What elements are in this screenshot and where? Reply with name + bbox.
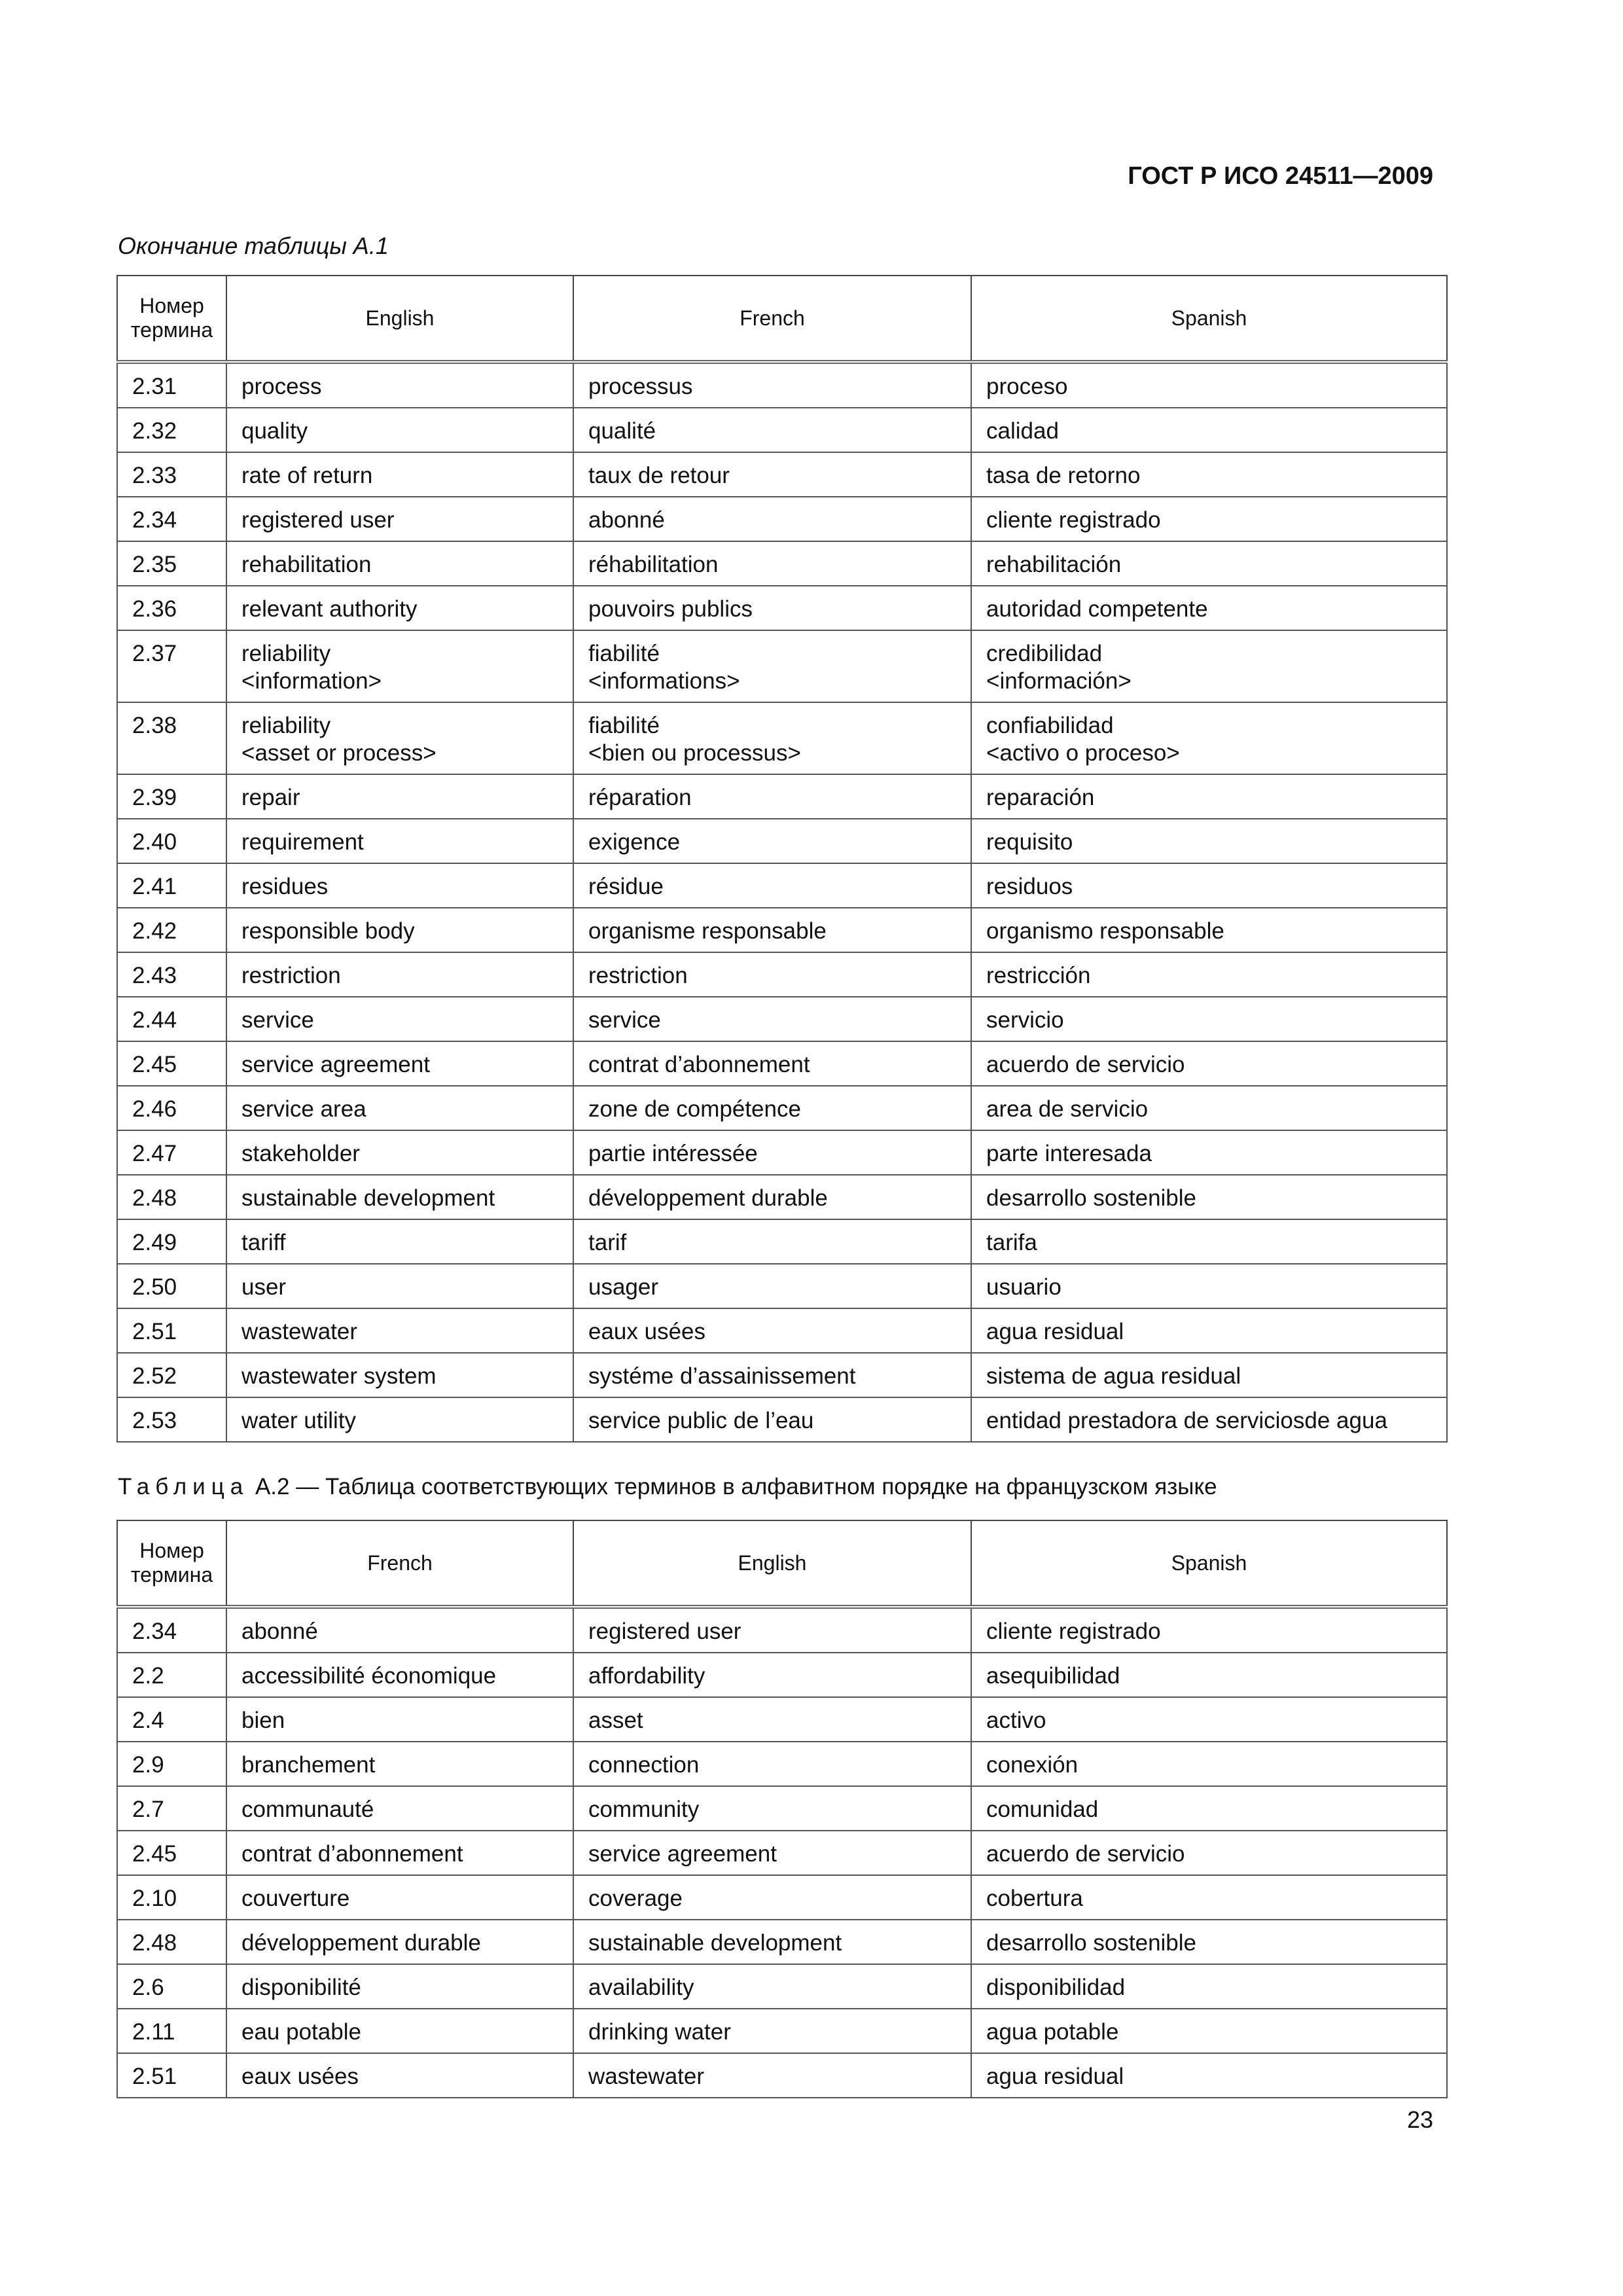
term-cell: abonné [573,497,971,541]
term-cell: partie intéressée [573,1130,971,1175]
term-cell: cliente registrado [971,497,1447,541]
table-row [117,452,1447,497]
term-cell: organisme responsable [573,908,971,952]
term-cell: registered user [573,1607,971,1653]
term-cell: pouvoirs publics [573,586,971,630]
header-french: French [573,276,971,362]
header-term-number: Номер термина [117,276,226,362]
term-cell: autoridad competente [971,586,1447,630]
term-cell: proceso [971,362,1447,408]
table-row [117,952,1447,997]
term-cell: disponibilidad [971,1964,1447,2009]
term-number-cell: 2.38 [117,702,226,774]
table-a2-caption [118,1474,1217,1500]
term-cell: service area [226,1086,573,1130]
header-spanish: Spanish [971,276,1447,362]
term-cell: agua potable [971,2009,1447,2053]
table-row [117,1353,1447,1397]
table-row [117,908,1447,952]
table-row [117,541,1447,586]
term-cell: disponibilité [226,1964,573,2009]
term-cell: processus [573,362,971,408]
term-cell: area de servicio [971,1086,1447,1130]
table-row [117,997,1447,1041]
term-cell: tarif [573,1219,971,1264]
table-row [117,774,1447,819]
term-cell: desarrollo sostenible [971,1175,1447,1219]
header-spanish: Spanish [971,1520,1447,1607]
term-number-cell: 2.53 [117,1397,226,1442]
table-a1 [116,275,1448,1443]
term-number-cell: 2.37 [117,630,226,702]
table-row [117,2053,1447,2098]
term-cell: conexión [971,1742,1447,1786]
term-number-cell: 2.45 [117,1831,226,1875]
term-cell: desarrollo sostenible [971,1920,1447,1964]
term-cell: repair [226,774,573,819]
term-cell: restriction [573,952,971,997]
term-cell: tariff [226,1219,573,1264]
term-cell: abonné [226,1607,573,1653]
term-cell: développement durable [226,1920,573,1964]
term-cell: reliability <asset or process> [226,702,573,774]
term-cell: residuos [971,863,1447,908]
term-cell: eau potable [226,2009,573,2053]
term-number-cell: 2.46 [117,1086,226,1130]
table-a2-caption-label: Таблица [118,1474,249,1499]
term-number-cell: 2.2 [117,1653,226,1697]
table-row [117,1964,1447,2009]
term-cell: asset [573,1697,971,1742]
term-cell: accessibilité économique [226,1653,573,1697]
term-cell: responsible body [226,908,573,952]
term-number-cell: 2.45 [117,1041,226,1086]
term-cell: agua residual [971,1308,1447,1353]
term-cell: reliability <information> [226,630,573,702]
table-row [117,2009,1447,2053]
term-number-cell: 2.4 [117,1697,226,1742]
term-number-cell: 2.31 [117,362,226,408]
term-cell: contrat d’abonnement [226,1831,573,1875]
term-cell: réhabilitation [573,541,971,586]
table-row [117,1875,1447,1920]
term-cell: affordability [573,1653,971,1697]
term-cell: asequibilidad [971,1653,1447,1697]
term-cell: process [226,362,573,408]
term-number-cell: 2.49 [117,1219,226,1264]
term-cell: agua residual [971,2053,1447,2098]
table-row [117,1831,1447,1875]
term-number-cell: 2.40 [117,819,226,863]
term-cell: résidue [573,863,971,908]
term-cell: usager [573,1264,971,1308]
term-cell: service [226,997,573,1041]
term-cell: cobertura [971,1875,1447,1920]
term-cell: entidad prestadora de serviciosde agua [971,1397,1447,1442]
term-cell: calidad [971,408,1447,452]
table-a2 [116,1520,1448,2098]
header-english: English [573,1520,971,1607]
table-row [117,1308,1447,1353]
term-cell: branchement [226,1742,573,1786]
term-cell: requisito [971,819,1447,863]
table-a2-body [117,1607,1447,2098]
term-cell: développement durable [573,1175,971,1219]
term-cell: wastewater system [226,1353,573,1397]
table-row [117,1697,1447,1742]
table-row [117,1219,1447,1264]
term-cell: coverage [573,1875,971,1920]
term-cell: communauté [226,1786,573,1831]
term-cell: restricción [971,952,1447,997]
header-french: French [226,1520,573,1607]
term-cell: tasa de retorno [971,452,1447,497]
term-cell: service [573,997,971,1041]
term-number-cell: 2.52 [117,1353,226,1397]
term-cell: rate of return [226,452,573,497]
term-cell: availability [573,1964,971,2009]
term-cell: rehabilitation [226,541,573,586]
table-row [117,1264,1447,1308]
term-number-cell: 2.47 [117,1130,226,1175]
term-number-cell: 2.7 [117,1786,226,1831]
term-cell: registered user [226,497,573,541]
table-row [117,819,1447,863]
term-cell: activo [971,1697,1447,1742]
term-cell: cliente registrado [971,1607,1447,1653]
term-number-cell: 2.10 [117,1875,226,1920]
term-number-cell: 2.51 [117,2053,226,2098]
header-english: English [226,276,573,362]
table-row [117,1175,1447,1219]
table-row [117,1653,1447,1697]
term-cell: acuerdo de servicio [971,1831,1447,1875]
table-row [117,408,1447,452]
term-cell: sustainable development [226,1175,573,1219]
term-number-cell: 2.36 [117,586,226,630]
header-term-number: Номер термина [117,1520,226,1607]
term-cell: reparación [971,774,1447,819]
term-cell: connection [573,1742,971,1786]
term-cell: zone de compétence [573,1086,971,1130]
term-cell: quality [226,408,573,452]
term-cell: exigence [573,819,971,863]
term-cell: water utility [226,1397,573,1442]
table-a2-caption-title: А.2 — Таблица соответствующих терминов в алфавитном порядке на французском языке [249,1474,1217,1499]
term-cell: servicio [971,997,1447,1041]
term-cell: sistema de agua residual [971,1353,1447,1397]
term-cell: service agreement [226,1041,573,1086]
term-cell: fiabilité <informations> [573,630,971,702]
term-cell: organismo responsable [971,908,1447,952]
term-number-cell: 2.39 [117,774,226,819]
term-number-cell: 2.50 [117,1264,226,1308]
table-row [117,1086,1447,1130]
term-cell: residues [226,863,573,908]
term-cell: sustainable development [573,1920,971,1964]
term-number-cell: 2.11 [117,2009,226,2053]
table-row [117,863,1447,908]
term-cell: wastewater [573,2053,971,2098]
table-a1-header-row [117,276,1447,362]
term-cell: service public de l’eau [573,1397,971,1442]
table-row [117,1397,1447,1442]
term-cell: restriction [226,952,573,997]
document-code: ГОСТ Р ИСО 24511—2009 [1128,162,1433,190]
term-number-cell: 2.32 [117,408,226,452]
term-number-cell: 2.41 [117,863,226,908]
term-cell: réparation [573,774,971,819]
term-cell: requirement [226,819,573,863]
term-cell: rehabilitación [971,541,1447,586]
term-cell: systéme d’assainissement [573,1353,971,1397]
term-number-cell: 2.34 [117,497,226,541]
table-row [117,1607,1447,1653]
table-row [117,630,1447,702]
term-number-cell: 2.44 [117,997,226,1041]
term-cell: fiabilité <bien ou processus> [573,702,971,774]
term-number-cell: 2.48 [117,1175,226,1219]
term-cell: wastewater [226,1308,573,1353]
term-cell: service agreement [573,1831,971,1875]
page-number: 23 [1406,2106,1433,2133]
term-cell: stakeholder [226,1130,573,1175]
term-cell: community [573,1786,971,1831]
table-row [117,1920,1447,1964]
term-number-cell: 2.35 [117,541,226,586]
term-cell: confiabilidad <activo o proceso> [971,702,1447,774]
table-row [117,1041,1447,1086]
term-number-cell: 2.43 [117,952,226,997]
table-row [117,1130,1447,1175]
table-a2-header-row [117,1520,1447,1607]
term-number-cell: 2.33 [117,452,226,497]
term-cell: bien [226,1697,573,1742]
term-cell: eaux usées [573,1308,971,1353]
term-cell: tarifa [971,1219,1447,1264]
term-cell: parte interesada [971,1130,1447,1175]
term-cell: drinking water [573,2009,971,2053]
term-cell: acuerdo de servicio [971,1041,1447,1086]
term-cell: couverture [226,1875,573,1920]
table-a1-body [117,362,1447,1442]
table-row [117,1786,1447,1831]
term-number-cell: 2.48 [117,1920,226,1964]
table-row [117,586,1447,630]
term-cell: credibilidad <información> [971,630,1447,702]
table-row [117,497,1447,541]
table-row [117,702,1447,774]
term-number-cell: 2.6 [117,1964,226,2009]
term-number-cell: 2.34 [117,1607,226,1653]
term-cell: qualité [573,408,971,452]
term-cell: usuario [971,1264,1447,1308]
term-number-cell: 2.42 [117,908,226,952]
term-cell: eaux usées [226,2053,573,2098]
term-number-cell: 2.51 [117,1308,226,1353]
table-a1-caption: Окончание таблицы А.1 [118,232,389,259]
term-number-cell: 2.9 [117,1742,226,1786]
table-row [117,1742,1447,1786]
term-cell: relevant authority [226,586,573,630]
term-cell: taux de retour [573,452,971,497]
term-cell: user [226,1264,573,1308]
term-cell: comunidad [971,1786,1447,1831]
table-row [117,362,1447,408]
term-cell: contrat d’abonnement [573,1041,971,1086]
